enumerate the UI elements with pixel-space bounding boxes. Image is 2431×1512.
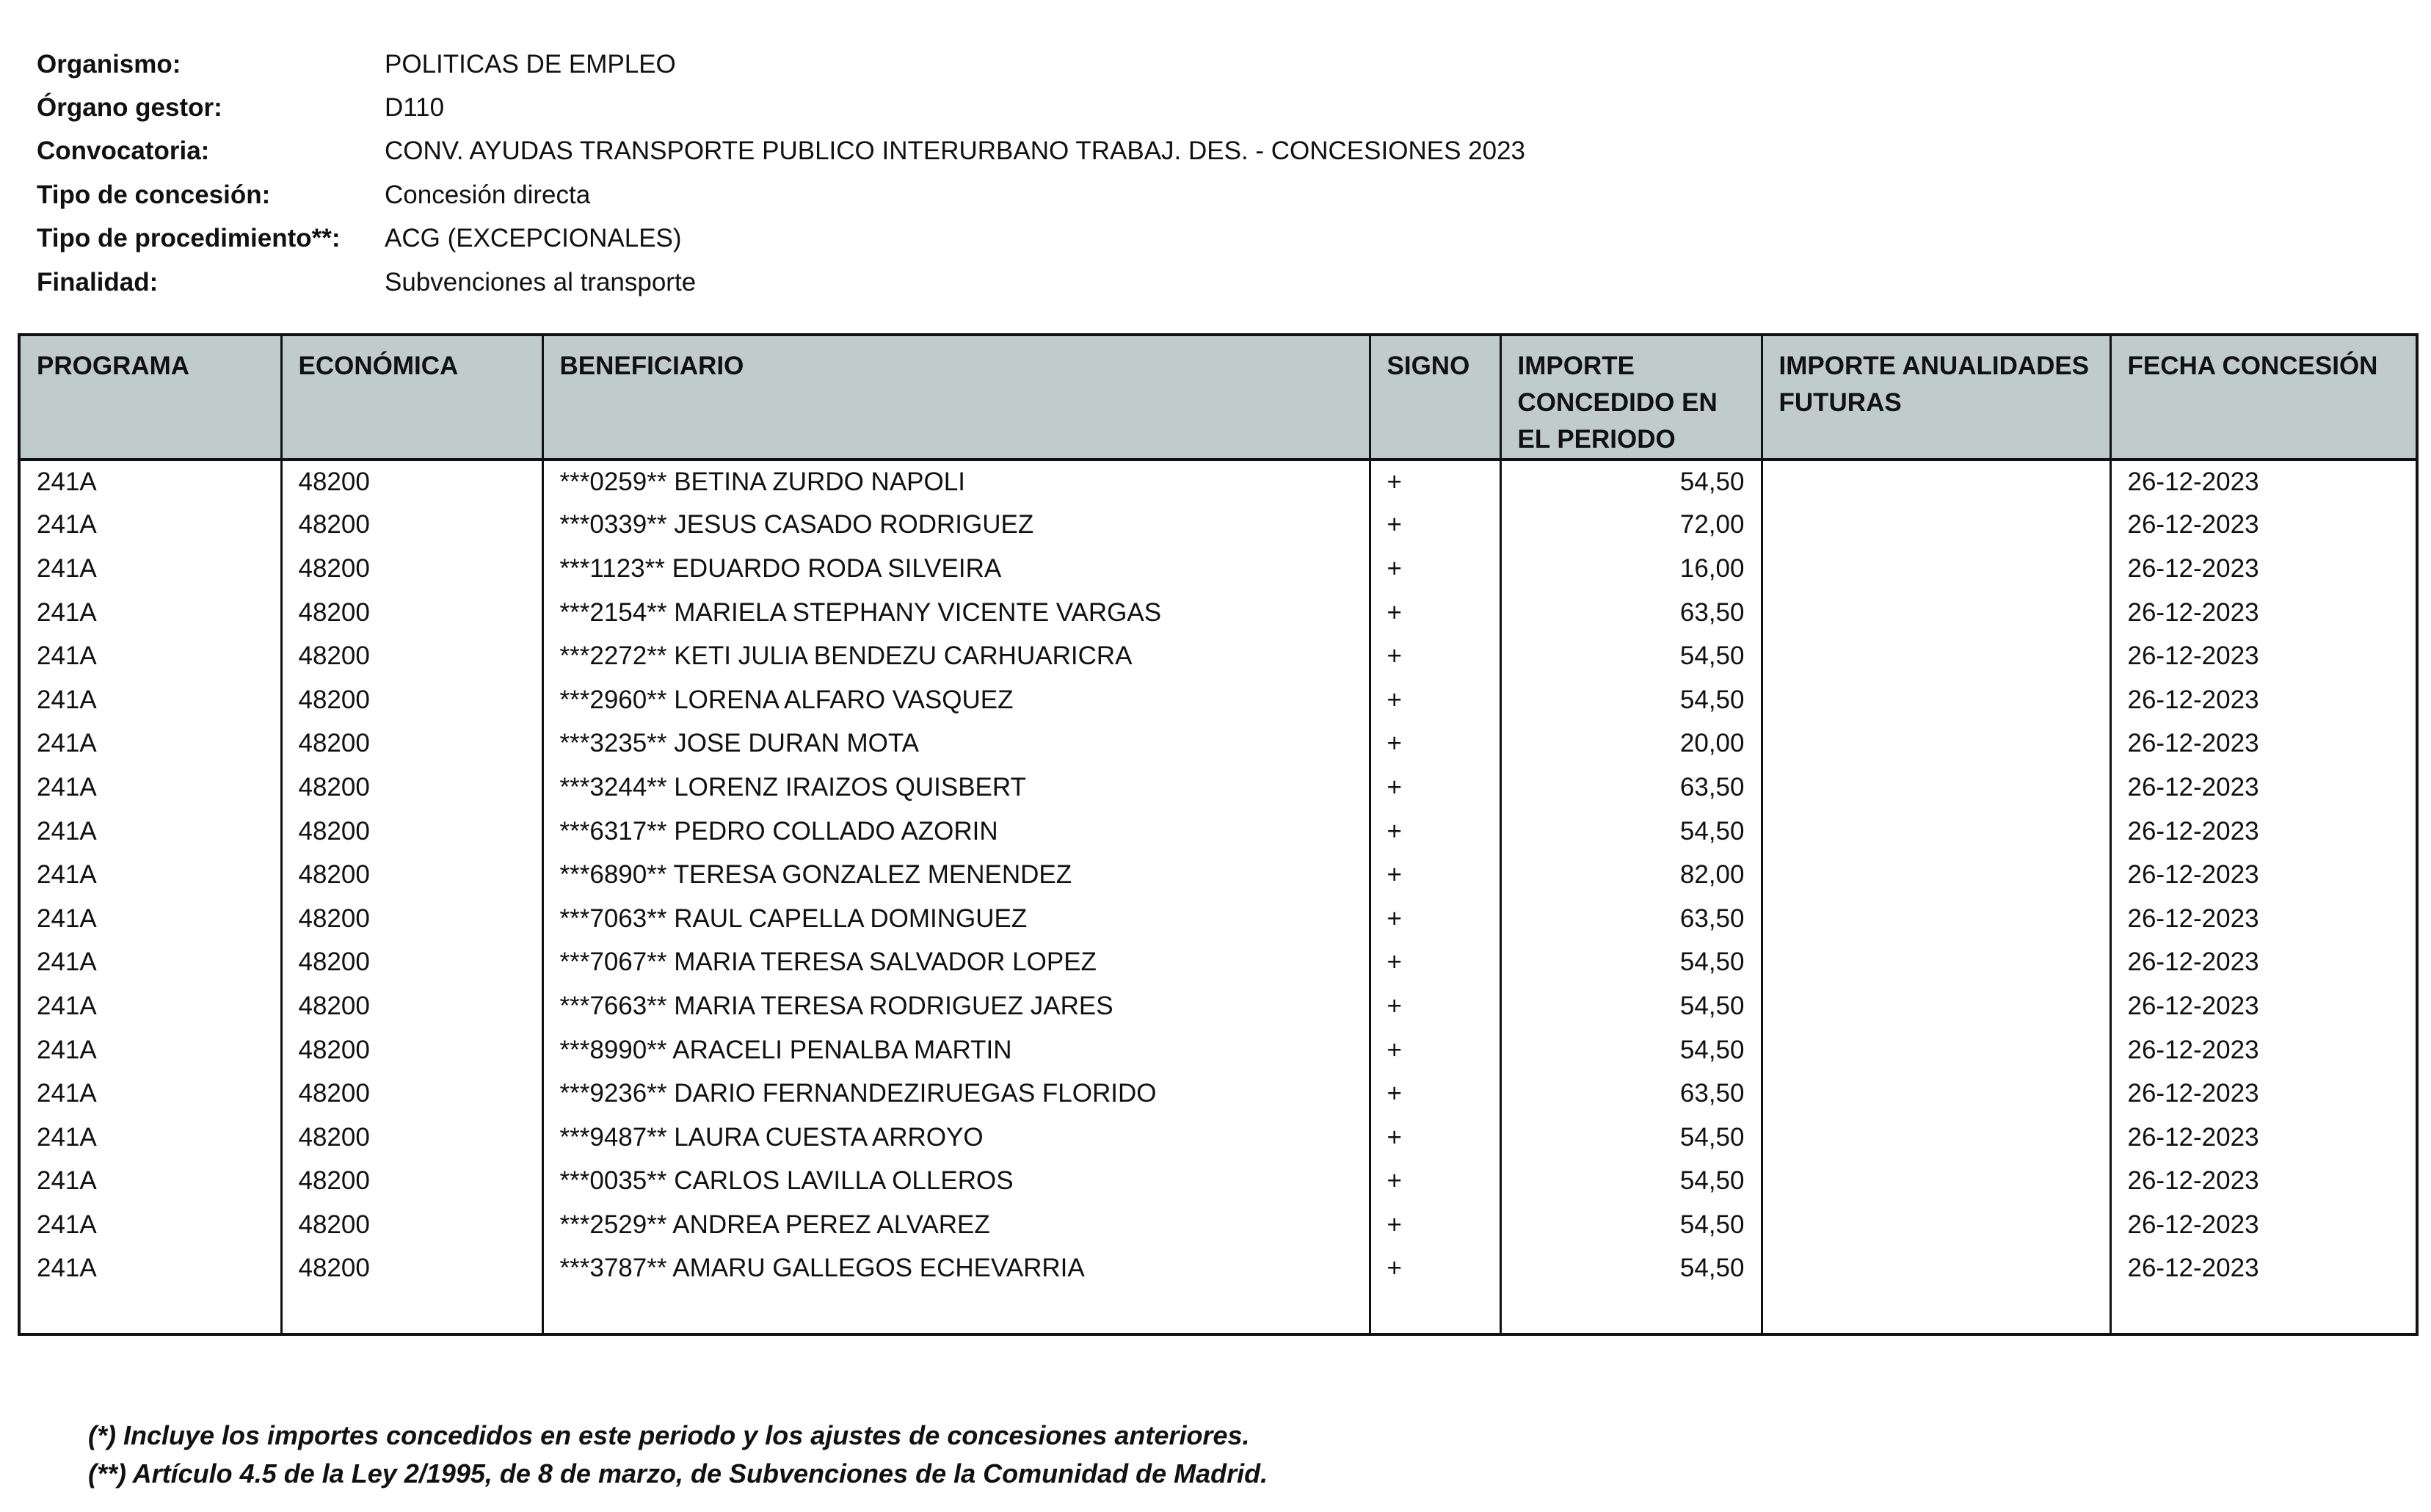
header-field-value: POLITICAS DE EMPLEO	[385, 49, 676, 79]
fecha-concesion-cell: 26-12-2023	[2110, 984, 2417, 1028]
header-field-label: Órgano gestor:	[37, 93, 222, 123]
importe-anualidades-cell	[1762, 504, 2110, 548]
table-row	[19, 1247, 2417, 1291]
fecha-concesion-cell: 26-12-2023	[2110, 766, 2417, 810]
importe-concedido-cell: 54,50	[1500, 1160, 1762, 1204]
table-row	[19, 547, 2417, 591]
fecha-concesion-cell: 26-12-2023	[2110, 678, 2417, 722]
fecha-concesion-cell: 26-12-2023	[2110, 504, 2417, 548]
importe-anualidades-cell	[1762, 766, 2110, 810]
fecha-concesion-cell: 26-12-2023	[2110, 1072, 2417, 1116]
footnote-ley: (**) Artículo 4.5 de la Ley 2/1995, de 8 de marzo, de Subvenciones de la Comunidad de Madrid.	[88, 1458, 1268, 1489]
signo-cell: +	[1370, 634, 1500, 678]
importe-anualidades-cell	[1762, 547, 2110, 591]
spacer-cell	[1500, 1290, 1762, 1334]
column-header-importe-concedido: IMPORTE CONCEDIDO EN EL PERIODO	[1500, 335, 1762, 459]
beneficiario-cell: ***2272** KETI JULIA BENDEZU CARHUARICRA	[542, 634, 1370, 678]
importe-concedido-cell: 63,50	[1500, 1072, 1762, 1116]
fecha-concesion-cell: 26-12-2023	[2110, 591, 2417, 635]
importe-concedido-cell: 54,50	[1500, 984, 1762, 1028]
economica-cell: 48200	[281, 1247, 542, 1291]
importe-concedido-cell: 54,50	[1500, 459, 1762, 504]
fecha-concesion-cell: 26-12-2023	[2110, 1203, 2417, 1247]
header-field	[37, 217, 2165, 261]
header-field-label: Finalidad:	[37, 267, 159, 297]
signo-cell: +	[1370, 1247, 1500, 1291]
fecha-concesion-cell: 26-12-2023	[2110, 853, 2417, 897]
beneficiario-cell: ***1123** EDUARDO RODA SILVEIRA	[542, 547, 1370, 591]
spacer-cell	[542, 1290, 1370, 1334]
table-row	[19, 941, 2417, 985]
header-field-label: Tipo de procedimiento**:	[37, 224, 341, 253]
footnote-importes: (*) Incluye los importes concedidos en este periodo y los ajustes de concesiones anteriores.	[88, 1420, 1250, 1450]
header-field-value: Concesión directa	[385, 180, 591, 209]
importe-concedido-cell: 54,50	[1500, 1203, 1762, 1247]
importe-anualidades-cell	[1762, 1203, 2110, 1247]
fecha-concesion-cell: 26-12-2023	[2110, 1160, 2417, 1204]
importe-concedido-cell: 54,50	[1500, 634, 1762, 678]
importe-anualidades-cell	[1762, 984, 2110, 1028]
importe-concedido-cell: 16,00	[1500, 547, 1762, 591]
column-header-programa: PROGRAMA	[19, 335, 281, 459]
programa-cell: 241A	[37, 685, 97, 714]
importe-anualidades-cell	[1762, 678, 2110, 722]
header-field	[37, 130, 2165, 173]
programa-cell: 241A	[37, 1079, 97, 1108]
economica-cell: 48200	[281, 591, 542, 635]
importe-concedido-cell: 63,50	[1500, 591, 1762, 635]
beneficiario-cell: ***7663** MARIA TERESA RODRIGUEZ JARES	[542, 984, 1370, 1028]
programa-cell: 241A	[37, 991, 97, 1020]
importe-concedido-cell: 54,50	[1500, 941, 1762, 985]
fecha-concesion-cell: 26-12-2023	[2110, 1116, 2417, 1160]
signo-cell: +	[1370, 1072, 1500, 1116]
header-field-label: Tipo de concesión:	[37, 180, 271, 209]
table-row	[19, 766, 2417, 810]
economica-cell: 48200	[281, 1203, 542, 1247]
table-row	[19, 722, 2417, 766]
economica-cell: 48200	[281, 547, 542, 591]
programa-cell: 241A	[37, 1210, 97, 1239]
table-row	[19, 897, 2417, 941]
programa-cell: 241A	[37, 860, 97, 890]
economica-cell: 48200	[281, 1160, 542, 1204]
column-header-fecha-concesion: FECHA CONCESIÓN	[2110, 335, 2417, 459]
fecha-concesion-cell: 26-12-2023	[2110, 897, 2417, 941]
economica-cell: 48200	[281, 766, 542, 810]
table-row	[19, 984, 2417, 1028]
fecha-concesion-cell: 26-12-2023	[2110, 722, 2417, 766]
beneficiario-cell: ***9487** LAURA CUESTA ARROYO	[542, 1116, 1370, 1160]
fecha-concesion-cell: 26-12-2023	[2110, 459, 2417, 504]
importe-concedido-cell: 54,50	[1500, 678, 1762, 722]
economica-cell: 48200	[281, 504, 542, 548]
beneficiario-cell: ***8990** ARACELI PENALBA MARTIN	[542, 1028, 1370, 1072]
importe-concedido-cell: 82,00	[1500, 853, 1762, 897]
spacer-cell	[1762, 1290, 2110, 1334]
header-field-value: CONV. AYUDAS TRANSPORTE PUBLICO INTERURBANO TRABAJ. DES. - CONCESIONES 2023	[385, 137, 1526, 166]
importe-anualidades-cell	[1762, 634, 2110, 678]
economica-cell: 48200	[281, 897, 542, 941]
signo-cell: +	[1370, 504, 1500, 548]
spacer-cell	[1370, 1290, 1500, 1334]
programa-cell: 241A	[37, 510, 97, 539]
programa-cell: 241A	[37, 641, 97, 671]
importe-concedido-cell: 63,50	[1500, 897, 1762, 941]
programa-cell: 241A	[37, 729, 97, 758]
signo-cell: +	[1370, 722, 1500, 766]
signo-cell: +	[1370, 984, 1500, 1028]
signo-cell: +	[1370, 810, 1500, 854]
beneficiario-cell: ***9236** DARIO FERNANDEZIRUEGAS FLORIDO	[542, 1072, 1370, 1116]
column-header-economica: ECONÓMICA	[281, 335, 542, 459]
fecha-concesion-cell: 26-12-2023	[2110, 1247, 2417, 1291]
economica-cell: 48200	[281, 810, 542, 854]
importe-anualidades-cell	[1762, 722, 2110, 766]
table-spacer-row	[19, 1290, 2417, 1334]
table-row	[19, 678, 2417, 722]
programa-cell: 241A	[37, 948, 97, 977]
signo-cell: +	[1370, 591, 1500, 635]
programa-cell: 241A	[37, 597, 97, 627]
importe-concedido-cell: 72,00	[1500, 504, 1762, 548]
programa-cell: 241A	[37, 553, 97, 583]
signo-cell: +	[1370, 678, 1500, 722]
column-header-signo: SIGNO	[1370, 335, 1500, 459]
spacer-cell	[2110, 1290, 2417, 1334]
table-row	[19, 1160, 2417, 1204]
header-field-label: Convocatoria:	[37, 137, 210, 166]
table-row	[19, 810, 2417, 854]
fecha-concesion-cell: 26-12-2023	[2110, 1028, 2417, 1072]
header-field-label: Organismo:	[37, 49, 181, 79]
importe-anualidades-cell	[1762, 897, 2110, 941]
document-header	[37, 43, 2165, 304]
programa-cell: 241A	[37, 1122, 97, 1152]
economica-cell: 48200	[281, 984, 542, 1028]
header-field-value: Subvenciones al transporte	[385, 267, 697, 297]
table-row	[19, 634, 2417, 678]
table-row	[19, 1203, 2417, 1247]
importe-concedido-cell: 54,50	[1500, 1028, 1762, 1072]
header-field	[37, 261, 2165, 304]
signo-cell: +	[1370, 1203, 1500, 1247]
beneficiario-cell: ***6890** TERESA GONZALEZ MENENDEZ	[542, 853, 1370, 897]
importe-anualidades-cell	[1762, 591, 2110, 635]
table-row	[19, 591, 2417, 635]
column-header-beneficiario: BENEFICIARIO	[542, 335, 1370, 459]
table-row	[19, 853, 2417, 897]
table-row	[19, 504, 2417, 548]
header-field-value: D110	[385, 93, 445, 123]
programa-cell: 241A	[37, 816, 97, 846]
economica-cell: 48200	[281, 678, 542, 722]
importe-anualidades-cell	[1762, 459, 2110, 504]
economica-cell: 48200	[281, 722, 542, 766]
beneficiario-cell: ***0339** JESUS CASADO RODRIGUEZ	[542, 504, 1370, 548]
economica-cell: 48200	[281, 853, 542, 897]
programa-cell: 241A	[37, 904, 97, 933]
spacer-cell	[281, 1290, 542, 1334]
grants-table	[18, 333, 2419, 1336]
beneficiario-cell: ***2154** MARIELA STEPHANY VICENTE VARGAS	[542, 591, 1370, 635]
importe-anualidades-cell	[1762, 1028, 2110, 1072]
header-field	[37, 173, 2165, 217]
beneficiario-cell: ***0259** BETINA ZURDO NAPOLI	[542, 459, 1370, 504]
importe-concedido-cell: 63,50	[1500, 766, 1762, 810]
fecha-concesion-cell: 26-12-2023	[2110, 547, 2417, 591]
signo-cell: +	[1370, 1028, 1500, 1072]
column-header-importe-anualidades: IMPORTE ANUALIDADES FUTURAS	[1762, 335, 2110, 459]
economica-cell: 48200	[281, 1072, 542, 1116]
table-row	[19, 1116, 2417, 1160]
fecha-concesion-cell: 26-12-2023	[2110, 810, 2417, 854]
importe-anualidades-cell	[1762, 1116, 2110, 1160]
programa-cell: 241A	[37, 772, 97, 802]
table-row	[19, 1028, 2417, 1072]
beneficiario-cell: ***2960** LORENA ALFARO VASQUEZ	[542, 678, 1370, 722]
fecha-concesion-cell: 26-12-2023	[2110, 941, 2417, 985]
table-header-row	[19, 335, 2417, 459]
header-field	[37, 43, 2165, 86]
spacer-cell	[19, 1290, 281, 1334]
programa-cell: 241A	[37, 467, 97, 496]
signo-cell: +	[1370, 897, 1500, 941]
header-field	[37, 86, 2165, 129]
signo-cell: +	[1370, 1160, 1500, 1204]
beneficiario-cell: ***6317** PEDRO COLLADO AZORIN	[542, 810, 1370, 854]
importe-concedido-cell: 20,00	[1500, 722, 1762, 766]
importe-anualidades-cell	[1762, 1160, 2110, 1204]
economica-cell: 48200	[281, 459, 542, 504]
signo-cell: +	[1370, 853, 1500, 897]
importe-concedido-cell: 54,50	[1500, 1247, 1762, 1291]
importe-anualidades-cell	[1762, 1247, 2110, 1291]
importe-anualidades-cell	[1762, 853, 2110, 897]
economica-cell: 48200	[281, 634, 542, 678]
economica-cell: 48200	[281, 941, 542, 985]
signo-cell: +	[1370, 766, 1500, 810]
signo-cell: +	[1370, 1116, 1500, 1160]
importe-anualidades-cell	[1762, 810, 2110, 854]
programa-cell: 241A	[37, 1166, 97, 1196]
table-row	[19, 1072, 2417, 1116]
programa-cell: 241A	[37, 1035, 97, 1064]
beneficiario-cell: ***3235** JOSE DURAN MOTA	[542, 722, 1370, 766]
beneficiario-cell: ***7063** RAUL CAPELLA DOMINGUEZ	[542, 897, 1370, 941]
economica-cell: 48200	[281, 1028, 542, 1072]
economica-cell: 48200	[281, 1116, 542, 1160]
signo-cell: +	[1370, 547, 1500, 591]
importe-concedido-cell: 54,50	[1500, 1116, 1762, 1160]
beneficiario-cell: ***3787** AMARU GALLEGOS ECHEVARRIA	[542, 1247, 1370, 1291]
footnotes	[88, 1417, 1268, 1493]
beneficiario-cell: ***7067** MARIA TERESA SALVADOR LOPEZ	[542, 941, 1370, 985]
signo-cell: +	[1370, 459, 1500, 504]
importe-anualidades-cell	[1762, 941, 2110, 985]
beneficiario-cell: ***3244** LORENZ IRAIZOS QUISBERT	[542, 766, 1370, 810]
importe-anualidades-cell	[1762, 1072, 2110, 1116]
programa-cell: 241A	[37, 1254, 97, 1283]
beneficiario-cell: ***0035** CARLOS LAVILLA OLLEROS	[542, 1160, 1370, 1204]
beneficiario-cell: ***2529** ANDREA PEREZ ALVAREZ	[542, 1203, 1370, 1247]
signo-cell: +	[1370, 941, 1500, 985]
fecha-concesion-cell: 26-12-2023	[2110, 634, 2417, 678]
importe-concedido-cell: 54,50	[1500, 810, 1762, 854]
table-row	[19, 459, 2417, 504]
header-field-value: ACG (EXCEPCIONALES)	[385, 224, 682, 253]
